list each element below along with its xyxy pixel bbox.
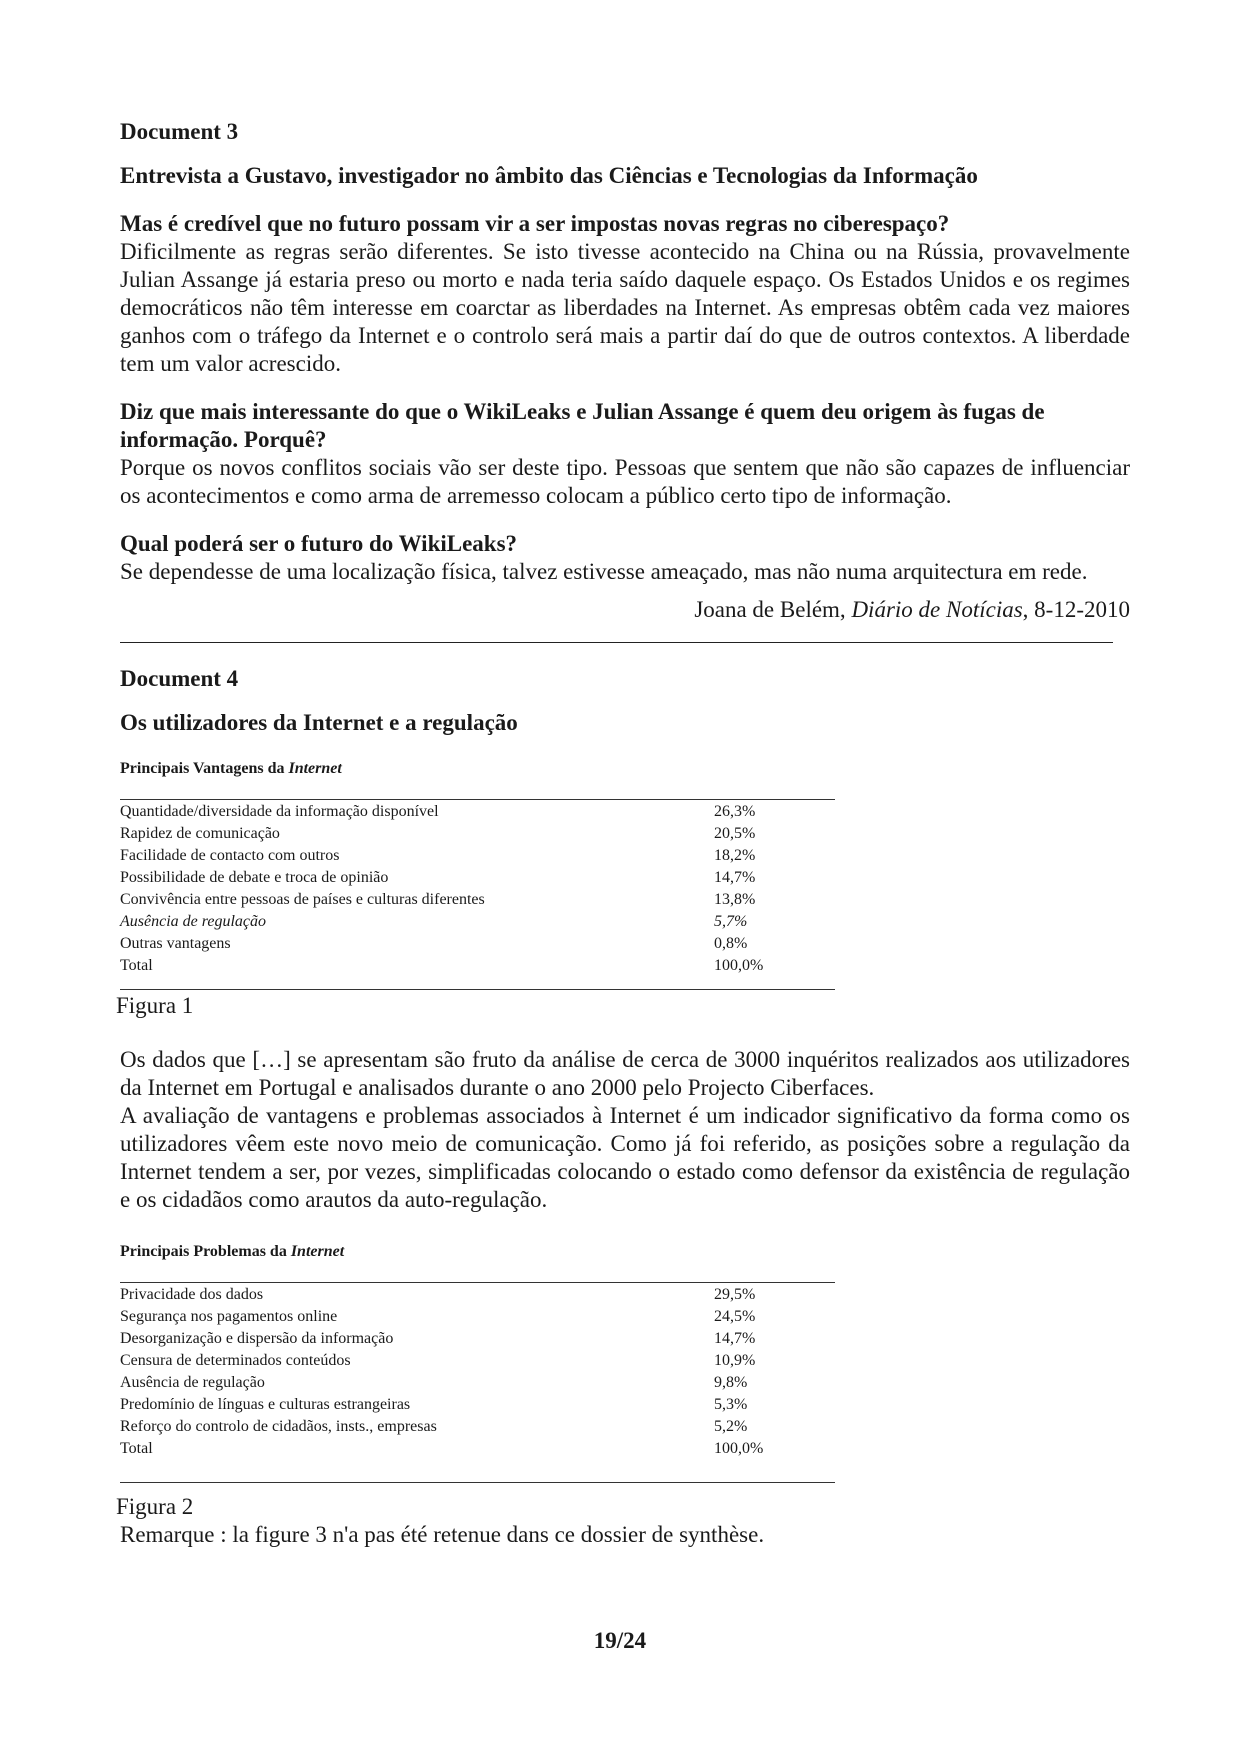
answer: Dificilmente as regras serão diferentes. Se isto tivesse acontecido na China ou na Rússia, provavelmente Julian Assange já estaria preso ou morto e nada teria saído daquele espaço. Os Estados Unidos e os regimes democráticos não têm interesse em coarctar as liberdades na Internet. As empresas obtêm cada vez maiores ganhos com o tráfego da Internet e o controlo será mais a partir daí do que de outros contextos. A liberdade tem um valor acrescido.: [120, 239, 1130, 376]
row-value: 9,8%: [714, 1374, 748, 1391]
row-value: 0,8%: [714, 935, 748, 952]
row-label: Quantidade/diversidade da informação disponível: [120, 803, 439, 820]
table-row: [120, 1328, 835, 1350]
row-label: Desorganização e dispersão da informação: [120, 1330, 394, 1347]
table-row: [120, 1372, 835, 1394]
table-row: [120, 845, 835, 867]
row-value: 24,5%: [714, 1308, 756, 1325]
credit-date: , 8-12-2010: [1022, 597, 1130, 622]
row-label: Convivência entre pessoas de países e culturas diferentes: [120, 891, 485, 908]
body-paragraph: Os dados que […] se apresentam são fruto da análise de cerca de 3000 inquéritos realizados aos utilizadores da Internet em Portugal e analisados durante o ano 2000 pelo Projecto Ciberfaces.: [120, 1047, 1130, 1100]
caption-prefix: Principais Vantagens da: [120, 760, 289, 777]
figure-1-label: Figura 1: [116, 993, 194, 1018]
row-value: 100,0%: [714, 1440, 764, 1457]
article-credit: [120, 596, 1130, 624]
caption-prefix: Principais Problemas da: [120, 1243, 291, 1260]
question: Diz que mais interessante do que o WikiLeaks e Julian Assange é quem deu origem às fugas de informação. Porquê?: [120, 399, 1045, 452]
row-label: Facilidade de contacto com outros: [120, 847, 340, 864]
row-label: Reforço do controlo de cidadãos, insts., empresas: [120, 1418, 437, 1435]
problems-table: [120, 1282, 835, 1483]
answer: Se dependesse de uma localização física, talvez estivesse ameaçado, mas não numa arquitectura em rede.: [120, 559, 1088, 584]
table-row: [120, 867, 835, 889]
table-row: [120, 823, 835, 845]
table-row-highlight: [120, 911, 835, 933]
qa-block-3: [120, 530, 1130, 586]
doc4-subtitle: Os utilizadores da Internet e a regulação: [120, 710, 518, 735]
qa-block-1: [120, 210, 1130, 378]
table-row: [120, 1394, 835, 1416]
row-label: Possibilidade de debate e troca de opinião: [120, 869, 389, 886]
row-value: 14,7%: [714, 869, 756, 886]
row-label: Segurança nos pagamentos online: [120, 1308, 338, 1325]
remark-note: Remarque : la figure 3 n'a pas été retenue dans ce dossier de synthèse.: [120, 1522, 765, 1547]
table2-caption: [120, 1242, 1130, 1262]
doc4-section: [116, 665, 1130, 1549]
body-paragraph: A avaliação de vantagens e problemas associados à Internet é um indicador significativo da forma como os utilizadores vêem este novo meio de comunicação. Como já foi referido, as posições sobre a regulação da Internet tendem a ser, por vezes, simplificadas colocando o estado como defensor da existência de regulação e os cidadãos como arautos da auto-regulação.: [120, 1103, 1130, 1212]
row-value: 14,7%: [714, 1330, 756, 1347]
doc3-label: Document 3: [120, 119, 239, 144]
row-label: Total: [120, 957, 153, 974]
row-value: 29,5%: [714, 1286, 756, 1303]
row-label: Predomínio de línguas e culturas estrangeiras: [120, 1396, 411, 1413]
row-value: 26,3%: [714, 803, 756, 820]
row-value: 5,3%: [714, 1396, 748, 1413]
table-row: [120, 1306, 835, 1328]
row-label: Outras vantagens: [120, 935, 231, 952]
answer: Porque os novos conflitos sociais vão ser deste tipo. Pessoas que sentem que não são capazes de influenciar os acontecimentos e como arma de arremesso colocam a público certo tipo de informação.: [120, 455, 1130, 508]
caption-internet: Internet: [290, 1243, 345, 1260]
caption-internet: Internet: [288, 760, 342, 777]
row-value: 10,9%: [714, 1352, 756, 1369]
question: Mas é credível que no futuro possam vir a ser impostas novas regras no ciberespaço?: [120, 211, 950, 236]
table-row: [120, 889, 835, 911]
table-row: [120, 1416, 835, 1438]
table-row: [120, 1350, 835, 1372]
row-label: Ausência de regulação: [120, 1374, 265, 1391]
row-value: 5,7%: [714, 913, 748, 930]
row-label: Ausência de regulação: [120, 913, 267, 930]
question: Qual poderá ser o futuro do WikiLeaks?: [120, 531, 518, 556]
advantages-table: [120, 799, 835, 990]
qa-block-2: [120, 398, 1130, 510]
row-value: 100,0%: [714, 957, 764, 974]
table-row-total: [120, 1438, 835, 1460]
row-label: Total: [120, 1440, 153, 1457]
row-value: 18,2%: [714, 847, 756, 864]
credit-source: Diário de Notícias: [851, 597, 1023, 622]
table-row: [120, 801, 835, 823]
row-label: Privacidade dos dados: [120, 1286, 264, 1303]
page-content: [116, 118, 1130, 1549]
row-label: Rapidez de comunicação: [120, 825, 280, 842]
row-value: 13,8%: [714, 891, 756, 908]
doc3-subtitle: Entrevista a Gustavo, investigador no âmbito das Ciências e Tecnologias da Informação: [120, 163, 978, 188]
section-divider: [120, 642, 1113, 643]
doc4-label: Document 4: [120, 666, 239, 691]
table-row: [120, 933, 835, 955]
row-value: 20,5%: [714, 825, 756, 842]
table-row: [120, 1284, 835, 1306]
row-label: Censura de determinados conteúdos: [120, 1352, 351, 1369]
figure-2-label: Figura 2: [116, 1494, 194, 1519]
page-number: 19/24: [593, 1628, 647, 1653]
credit-author: Joana de Belém,: [694, 597, 852, 622]
row-value: 5,2%: [714, 1418, 748, 1435]
table1-caption: [120, 759, 1130, 779]
table-row-total: [120, 955, 835, 977]
